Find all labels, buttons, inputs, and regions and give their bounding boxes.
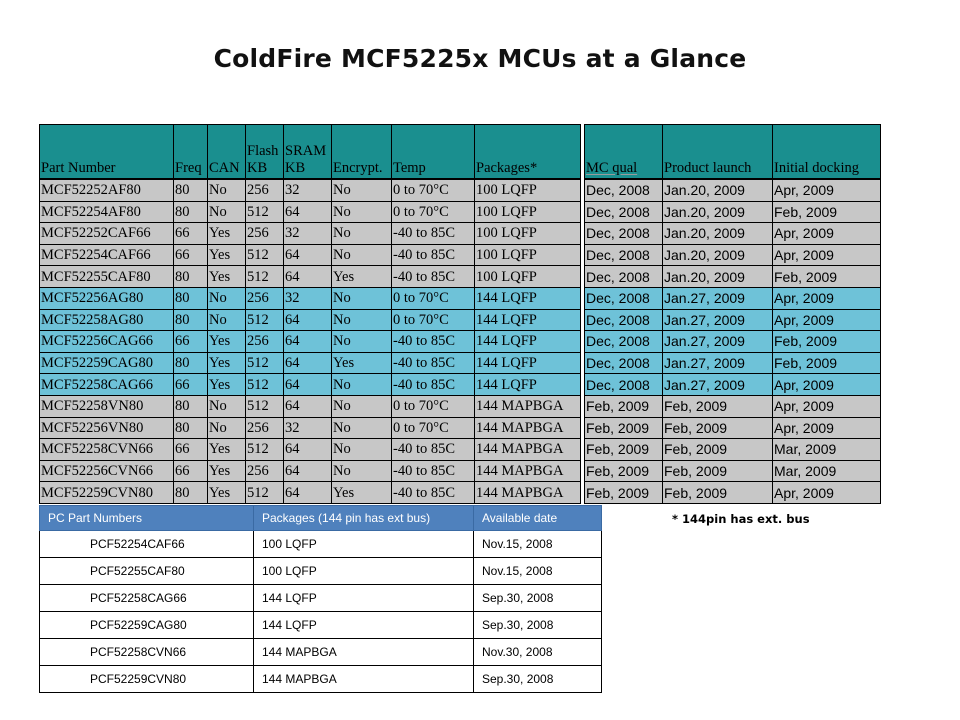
table-row [40,223,881,245]
cell-packages: 144 MAPBGA [475,460,581,482]
cell-packages: 144 MAPBGA [475,417,581,439]
cell-initial-docking: Feb, 2009 [773,352,881,374]
cell-temp: 0 to 70°C [392,309,475,331]
header-can: CAN [208,125,246,180]
cell-freq: 80 [174,395,208,417]
cell-packages: 144 MAPBGA [475,395,581,417]
header-temp: Temp [392,125,475,180]
cell-freq: 80 [174,287,208,309]
cell-flash: 256 [246,460,284,482]
header-freq: Freq [174,125,208,180]
cell-part-number: MCF52259CVN80 [40,482,174,504]
cell-mc-qual: Feb, 2009 [585,439,663,461]
cell-product-launch: Feb, 2009 [663,460,773,482]
cell-pc-part-number: PCF52255CAF80 [40,558,254,585]
cell-encrypt: No [332,287,392,309]
cell-packages: 100 LQFP [475,179,581,201]
cell-packages: 100 LQFP [475,201,581,223]
cell-part-number: MCF52258AG80 [40,309,174,331]
cell-mc-qual: Dec, 2008 [585,244,663,266]
cell-temp: 0 to 70°C [392,179,475,201]
cell-initial-docking: Apr, 2009 [773,417,881,439]
mcu-table-body [40,179,881,503]
cell-initial-docking: Feb, 2009 [773,201,881,223]
header-sram-top: SRAM [285,143,327,159]
cell-freq: 66 [174,331,208,353]
cell-sram: 32 [284,417,332,439]
cell-mc-qual: Feb, 2009 [585,482,663,504]
cell-mc-qual: Dec, 2008 [585,331,663,353]
cell-initial-docking: Feb, 2009 [773,266,881,288]
cell-temp: -40 to 85C [392,352,475,374]
cell-flash: 256 [246,179,284,201]
table-row [40,612,602,639]
table-row [40,201,881,223]
cell-can: Yes [208,331,246,353]
cell-mc-qual: Dec, 2008 [585,287,663,309]
cell-temp: -40 to 85C [392,482,475,504]
cell-pc-available-date: Sep.30, 2008 [474,585,602,612]
cell-encrypt: No [332,439,392,461]
cell-freq: 80 [174,482,208,504]
header-packages: Packages* [475,125,581,180]
table-row [40,585,602,612]
cell-temp: 0 to 70°C [392,417,475,439]
cell-part-number: MCF52254AF80 [40,201,174,223]
cell-freq: 80 [174,266,208,288]
cell-initial-docking: Apr, 2009 [773,287,881,309]
cell-mc-qual: Dec, 2008 [585,179,663,201]
cell-encrypt: No [332,201,392,223]
cell-pc-part-number: PCF52259CVN80 [40,666,254,693]
cell-sram: 64 [284,309,332,331]
cell-mc-qual: Dec, 2008 [585,266,663,288]
table-row [40,417,881,439]
cell-part-number: MCF52256AG80 [40,287,174,309]
table-row [40,287,881,309]
cell-pc-available-date: Sep.30, 2008 [474,612,602,639]
pc-part-table [39,505,602,693]
cell-freq: 66 [174,439,208,461]
cell-packages: 144 LQFP [475,309,581,331]
cell-mc-qual: Dec, 2008 [585,223,663,245]
cell-mc-qual: Dec, 2008 [585,309,663,331]
table-row [40,244,881,266]
cell-freq: 66 [174,460,208,482]
cell-can: Yes [208,374,246,396]
page-title: ColdFire MCF5225x MCUs at a Glance [213,44,747,73]
cell-initial-docking: Mar, 2009 [773,460,881,482]
header-part-number: Part Number [40,125,174,180]
cell-temp: -40 to 85C [392,439,475,461]
header-flash-bottom: KB [247,160,268,176]
cell-packages: 100 LQFP [475,266,581,288]
cell-product-launch: Feb, 2009 [663,417,773,439]
cell-pc-package: 100 LQFP [254,558,474,585]
header-mc-qual [585,125,663,180]
cell-pc-package: 144 LQFP [254,585,474,612]
cell-part-number: MCF52259CAG80 [40,352,174,374]
cell-part-number: MCF52258CAG66 [40,374,174,396]
cell-product-launch: Jan.20, 2009 [663,201,773,223]
cell-part-number: MCF52258CVN66 [40,439,174,461]
cell-pc-part-number: PCF52258CAG66 [40,585,254,612]
cell-flash: 512 [246,309,284,331]
table-row [40,266,881,288]
cell-initial-docking: Apr, 2009 [773,395,881,417]
cell-encrypt: Yes [332,352,392,374]
table-row [40,395,881,417]
header-initial-docking: Initial docking [773,125,881,180]
cell-part-number: MCF52256CAG66 [40,331,174,353]
table-row [40,439,881,461]
cell-packages: 144 LQFP [475,352,581,374]
mcu-table [39,124,881,504]
header-encrypt: Encrypt. [332,125,392,180]
cell-temp: 0 to 70°C [392,287,475,309]
cell-temp: -40 to 85C [392,223,475,245]
cell-encrypt: Yes [332,266,392,288]
cell-sram: 64 [284,266,332,288]
cell-flash: 512 [246,266,284,288]
cell-encrypt: No [332,395,392,417]
cell-can: No [208,287,246,309]
cell-pc-available-date: Sep.30, 2008 [474,666,602,693]
cell-can: Yes [208,223,246,245]
pc-header-packages: Packages (144 pin has ext bus) [254,506,474,531]
cell-packages: 144 MAPBGA [475,482,581,504]
cell-sram: 64 [284,460,332,482]
cell-can: No [208,201,246,223]
cell-encrypt: No [332,179,392,201]
cell-temp: -40 to 85C [392,460,475,482]
cell-part-number: MCF52252AF80 [40,179,174,201]
cell-flash: 512 [246,352,284,374]
cell-part-number: MCF52254CAF66 [40,244,174,266]
table-row [40,179,881,201]
cell-temp: 0 to 70°C [392,201,475,223]
cell-encrypt: No [332,417,392,439]
cell-pc-available-date: Nov.30, 2008 [474,639,602,666]
cell-encrypt: No [332,309,392,331]
cell-can: No [208,417,246,439]
cell-sram: 64 [284,331,332,353]
cell-packages: 144 LQFP [475,287,581,309]
table-row [40,639,602,666]
cell-can: No [208,309,246,331]
cell-sram: 64 [284,395,332,417]
cell-pc-package: 144 MAPBGA [254,666,474,693]
cell-flash: 512 [246,439,284,461]
cell-packages: 144 LQFP [475,331,581,353]
cell-mc-qual: Dec, 2008 [585,201,663,223]
cell-can: Yes [208,460,246,482]
cell-packages: 144 LQFP [475,374,581,396]
cell-can: Yes [208,439,246,461]
cell-encrypt: No [332,244,392,266]
cell-temp: 0 to 70°C [392,395,475,417]
cell-can: Yes [208,266,246,288]
footnote: * 144pin has ext. bus [672,512,810,526]
cell-sram: 64 [284,482,332,504]
cell-product-launch: Jan.27, 2009 [663,374,773,396]
cell-sram: 64 [284,352,332,374]
table-row [40,460,881,482]
cell-flash: 256 [246,287,284,309]
cell-can: Yes [208,244,246,266]
table-row [40,482,881,504]
cell-freq: 66 [174,244,208,266]
cell-flash: 512 [246,244,284,266]
cell-product-launch: Jan.20, 2009 [663,223,773,245]
cell-part-number: MCF52258VN80 [40,395,174,417]
header-sram-bottom: KB [285,160,306,176]
cell-part-number: MCF52256CVN66 [40,460,174,482]
table-row [40,531,602,558]
cell-part-number: MCF52252CAF66 [40,223,174,245]
cell-pc-package: 100 LQFP [254,531,474,558]
cell-sram: 64 [284,439,332,461]
cell-initial-docking: Apr, 2009 [773,223,881,245]
cell-mc-qual: Dec, 2008 [585,352,663,374]
cell-can: No [208,395,246,417]
cell-encrypt: No [332,223,392,245]
cell-can: Yes [208,482,246,504]
table-row [40,666,602,693]
cell-freq: 80 [174,179,208,201]
cell-encrypt: No [332,374,392,396]
cell-encrypt: No [332,460,392,482]
cell-freq: 80 [174,201,208,223]
cell-product-launch: Feb, 2009 [663,395,773,417]
cell-initial-docking: Apr, 2009 [773,244,881,266]
cell-product-launch: Jan.27, 2009 [663,287,773,309]
cell-freq: 80 [174,352,208,374]
cell-flash: 512 [246,395,284,417]
table-row [40,352,881,374]
cell-can: Yes [208,352,246,374]
cell-initial-docking: Apr, 2009 [773,482,881,504]
table-row [40,331,881,353]
table-row [40,374,881,396]
cell-packages: 100 LQFP [475,223,581,245]
cell-sram: 64 [284,201,332,223]
header-flash [246,125,284,180]
cell-initial-docking: Apr, 2009 [773,374,881,396]
pc-header-part-numbers: PC Part Numbers [40,506,254,531]
cell-freq: 80 [174,309,208,331]
cell-temp: -40 to 85C [392,331,475,353]
table-row [40,558,602,585]
cell-freq: 66 [174,374,208,396]
pc-table-body [40,531,602,693]
cell-temp: -40 to 85C [392,244,475,266]
cell-encrypt: No [332,331,392,353]
header-product-launch: Product launch [663,125,773,180]
cell-product-launch: Jan.27, 2009 [663,331,773,353]
cell-flash: 512 [246,374,284,396]
cell-flash: 512 [246,201,284,223]
cell-sram: 32 [284,179,332,201]
cell-encrypt: Yes [332,482,392,504]
cell-packages: 100 LQFP [475,244,581,266]
cell-freq: 66 [174,223,208,245]
cell-product-launch: Feb, 2009 [663,439,773,461]
cell-sram: 64 [284,374,332,396]
cell-pc-package: 144 LQFP [254,612,474,639]
cell-packages: 144 MAPBGA [475,439,581,461]
cell-part-number: MCF52255CAF80 [40,266,174,288]
header-mc-qual-text: MC qual [586,160,638,176]
cell-temp: -40 to 85C [392,266,475,288]
cell-initial-docking: Apr, 2009 [773,309,881,331]
cell-pc-package: 144 MAPBGA [254,639,474,666]
pc-table-header-row [40,506,602,531]
cell-mc-qual: Feb, 2009 [585,417,663,439]
cell-sram: 32 [284,287,332,309]
pc-header-available-date: Available date [474,506,602,531]
cell-initial-docking: Mar, 2009 [773,439,881,461]
cell-pc-part-number: PCF52258CVN66 [40,639,254,666]
cell-initial-docking: Feb, 2009 [773,331,881,353]
cell-temp: -40 to 85C [392,374,475,396]
cell-sram: 64 [284,244,332,266]
cell-mc-qual: Feb, 2009 [585,460,663,482]
cell-mc-qual: Dec, 2008 [585,374,663,396]
cell-flash: 256 [246,331,284,353]
mcu-table-header-row [40,125,881,180]
cell-product-launch: Jan.20, 2009 [663,179,773,201]
cell-product-launch: Jan.20, 2009 [663,266,773,288]
cell-pc-part-number: PCF52259CAG80 [40,612,254,639]
cell-product-launch: Jan.20, 2009 [663,244,773,266]
cell-flash: 512 [246,482,284,504]
cell-product-launch: Jan.27, 2009 [663,352,773,374]
cell-pc-available-date: Nov.15, 2008 [474,558,602,585]
cell-product-launch: Feb, 2009 [663,482,773,504]
cell-pc-part-number: PCF52254CAF66 [40,531,254,558]
cell-pc-available-date: Nov.15, 2008 [474,531,602,558]
cell-product-launch: Jan.27, 2009 [663,309,773,331]
cell-flash: 256 [246,223,284,245]
cell-mc-qual: Feb, 2009 [585,395,663,417]
cell-can: No [208,179,246,201]
cell-part-number: MCF52256VN80 [40,417,174,439]
header-sram [284,125,332,180]
header-flash-top: Flash [247,143,279,159]
cell-freq: 80 [174,417,208,439]
table-row [40,309,881,331]
cell-sram: 32 [284,223,332,245]
cell-initial-docking: Apr, 2009 [773,179,881,201]
cell-flash: 256 [246,417,284,439]
